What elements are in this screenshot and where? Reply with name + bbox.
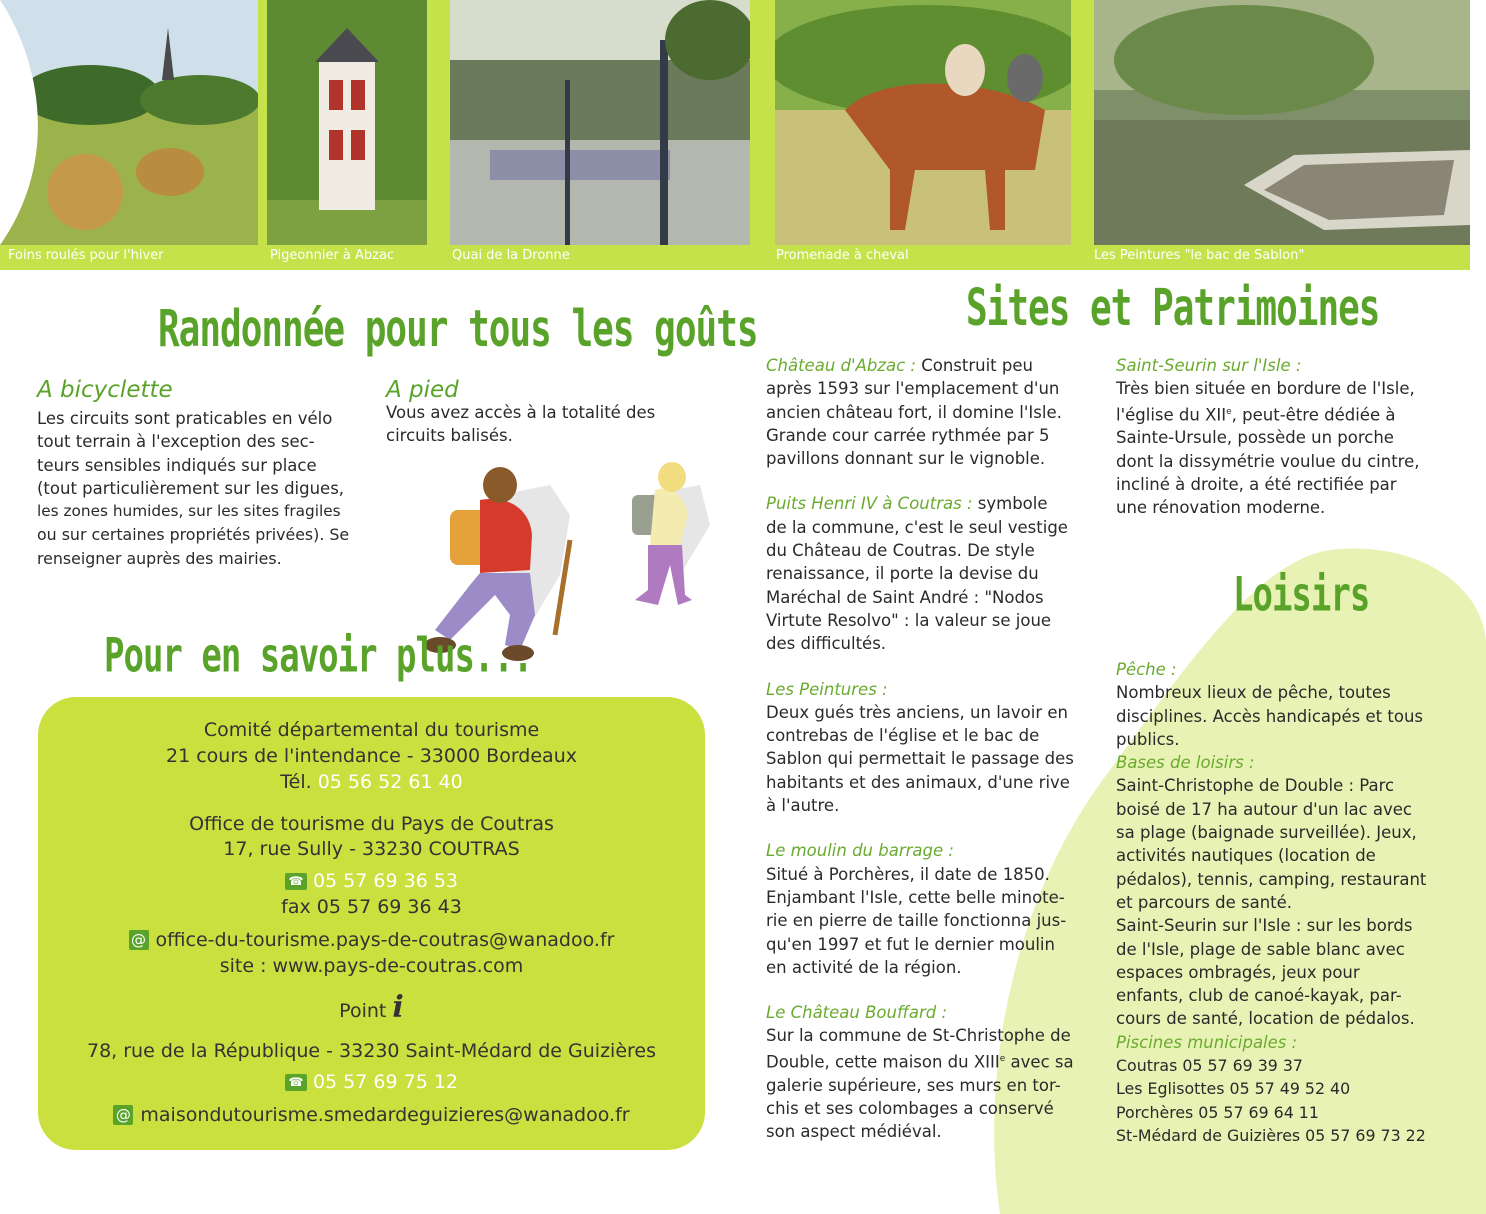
moulin-block [766, 839, 1085, 979]
phone-icon: ☎ [285, 873, 307, 890]
text-line: Double, cette maison du XIII [766, 1052, 1000, 1072]
email-icon: @ [113, 1105, 133, 1125]
text-line: son aspect médiéval. [766, 1122, 942, 1142]
text-line: rie en pierre de taille fonctionna jus- [766, 911, 1067, 931]
superscript: e [999, 1053, 1006, 1064]
seurin-block [1116, 354, 1436, 520]
text-line: les zones humides, sur les sites fragiles [37, 502, 341, 521]
randonnee-title: Randonnée pour tous les goûts [158, 301, 758, 359]
office-phone-line [38, 870, 705, 892]
puits-block [766, 492, 1085, 655]
text-line: une rénovation moderne. [1116, 498, 1326, 518]
text-line: enfants, club de canoé-kayak, par- [1116, 986, 1402, 1006]
peche-heading: Pêche : [1116, 660, 1177, 679]
point-info-line [38, 990, 705, 1025]
text-line: Construit peu [915, 356, 1033, 375]
text-line: St-Médard de Guizières 05 57 69 73 22 [1116, 1125, 1426, 1145]
text-line: sa plage (baignade surveillée). Jeux, [1116, 823, 1417, 843]
office-site[interactable]: site : www.pays-de-coutras.com [219, 955, 524, 977]
text-line: de la commune, c'est le seul vestige [766, 517, 1068, 537]
office-email[interactable]: office-du-tourisme.pays-de-coutras@wanadoo.fr [155, 929, 615, 951]
text-line: renaissance, il porte la devise du [766, 564, 1039, 584]
photo-pigeonnier [267, 0, 427, 245]
text-line: pavillons donnant sur le vignoble. [766, 449, 1046, 469]
text-line: Nombreux lieux de pêche, toutes [1116, 683, 1391, 703]
text-line: Vous avez accès à la totalité des [386, 403, 656, 422]
office-fax: fax 05 57 69 36 43 [281, 896, 462, 918]
text-line: boisé de 17 ha autour d'un lac avec [1116, 799, 1412, 819]
text-line: tout terrain à l'exception des sec- [37, 432, 315, 452]
text-line: disciplines. Accès handicapés et tous [1116, 706, 1423, 726]
text-line: Très bien située en bordure de l'Isle, [1116, 379, 1415, 399]
text-line: habitants et des animaux, d'une rive [766, 772, 1070, 792]
text-line: l'église du XII [1116, 405, 1227, 425]
sites-title: Sites et Patrimoines [966, 280, 1380, 338]
text-line: renseigner auprès des mairies. [37, 548, 282, 568]
text-line: , peut-être dédiée à [1231, 405, 1396, 425]
text-line: Saint-Christophe de Double : Parc [1116, 776, 1395, 796]
bases-heading: Bases de loisirs : [1116, 753, 1255, 773]
text-line: du Château de Coutras. De style [766, 541, 1035, 561]
text-line: Virtute Resolvo" : la valeur se joue [766, 610, 1052, 630]
text-line: Situé à Porchères, il date de 1850. [766, 864, 1050, 884]
text-line: chis et ses colombages a conservé [766, 1098, 1054, 1118]
office-address: 17, rue Sully - 33230 COUTRAS [223, 838, 520, 860]
moulin-heading: Le moulin du barrage : [766, 841, 954, 861]
abzac-heading: Château d'Abzac : [766, 356, 916, 375]
text-line: galerie supérieure, ses murs en tor- [766, 1075, 1061, 1095]
text-line: teurs sensibles indiqués sur place [37, 455, 317, 475]
text-line: Sainte-Ursule, possède un porche [1116, 428, 1394, 448]
peintures-heading: Les Peintures : [766, 679, 888, 699]
text-line: cours de santé, location de pédalos. [1116, 1009, 1415, 1029]
point-phone-line [38, 1071, 705, 1093]
comite-phone[interactable]: 05 56 52 61 40 [317, 771, 463, 793]
photo-bac-sablon [1094, 0, 1470, 245]
loisirs-title: Loisirs [1233, 567, 1370, 623]
text-line: dont la dissymétrie voulue du cintre, [1116, 451, 1420, 471]
seurin-heading: Saint-Seurin sur l'Isle : [1116, 356, 1302, 375]
text-line: Sablon qui permettait le passage des [766, 749, 1074, 769]
text-line: Deux gués très anciens, un lavoir en [766, 702, 1068, 722]
sites-column-1 [766, 354, 1085, 1143]
bouffard-block [766, 1001, 1085, 1143]
comite-address: 21 cours de l'intendance - 33000 Bordeaux [166, 745, 577, 767]
text-line: Grande cour carrée rythmée par 5 [766, 425, 1050, 445]
bicyclette-text [37, 407, 355, 570]
text-line: en activité de la région. [766, 957, 962, 977]
photo-quai-dronne [450, 0, 750, 245]
office-phone[interactable]: 05 57 69 36 53 [312, 870, 459, 892]
text-line: après 1593 sur l'emplacement d'un [766, 379, 1060, 399]
bouffard-heading: Le Château Bouffard : [766, 1003, 948, 1023]
caption-pigeonnier: Pigeonnier à Abzac [270, 248, 395, 263]
photo-strip [0, 0, 1470, 270]
office-name: Office de tourisme du Pays de Coutras [189, 813, 554, 835]
superscript: e [1226, 406, 1232, 417]
text-line: Saint-Seurin sur l'Isle : sur les bords [1116, 916, 1413, 936]
bicyclette-heading: A bicyclette [37, 377, 173, 403]
point-label: Point [339, 1000, 387, 1022]
photo-hay-bales [0, 0, 258, 245]
caption-foins: Foins roulés pour l'hiver [8, 248, 164, 263]
pied-heading: A pied [386, 377, 459, 403]
office-email-line [38, 929, 705, 951]
text-line: Maréchal de Saint André : "Nodos [766, 587, 1044, 607]
text-line: à l'autre. [766, 796, 840, 816]
text-line: Enjambant l'Isle, cette belle minote- [766, 887, 1065, 907]
point-email-line [38, 1104, 705, 1126]
caption-cheval: Promenade à cheval [776, 248, 909, 263]
text-line: publics. [1116, 729, 1180, 749]
peintures-block [766, 678, 1085, 818]
comite-tel-line [38, 771, 705, 793]
text-line: des difficultés. [766, 634, 887, 654]
text-line: Coutras 05 57 69 39 37 [1116, 1056, 1303, 1076]
abzac-block [766, 354, 1085, 470]
comite-tel-label: Tél. [280, 771, 312, 793]
phone-icon: ☎ [285, 1074, 307, 1091]
email-icon: @ [129, 930, 149, 950]
text-line: contrebas de l'église et le bac de [766, 726, 1040, 746]
text-line: Sur la commune de St-Christophe de [766, 1026, 1071, 1046]
text-line: ancien château fort, il domine l'Isle. [766, 402, 1062, 422]
text-line: Porchères 05 57 69 64 11 [1116, 1102, 1319, 1122]
text-line: espaces ombragés, jeux pour [1116, 962, 1360, 982]
contact-box [38, 697, 705, 1150]
text-line: circuits balisés. [386, 426, 513, 446]
info-i-icon: i [392, 990, 404, 1025]
pied-text [386, 401, 706, 448]
point-phone[interactable]: 05 57 69 75 12 [312, 1071, 459, 1093]
text-line: qu'en 1997 et fut le dernier moulin [766, 934, 1055, 954]
text-line: avec sa [1005, 1052, 1074, 1072]
text-line: pédalos), tennis, camping, restaurant [1116, 869, 1427, 889]
savoir-title: Pour en savoir plus... [104, 628, 533, 684]
text-line: incliné à droite, a été rectifiée par [1116, 474, 1397, 494]
text-line: activités nautiques (location de [1116, 846, 1376, 866]
text-line: symbole [972, 494, 1048, 514]
caption-sablon: Les Peintures "le bac de Sablon" [1094, 248, 1305, 263]
text-line: de l'Isle, plage de sable blanc avec [1116, 939, 1405, 959]
text-line: Les circuits sont praticables en vélo [37, 409, 333, 428]
point-email[interactable]: maisondutourisme.smedardeguizieres@wanadoo.fr [140, 1104, 630, 1126]
text-line: Les Eglisottes 05 57 49 52 40 [1116, 1079, 1351, 1099]
comite-name: Comité départemental du tourisme [203, 719, 540, 741]
piscines-heading: Piscines municipales : [1116, 1032, 1298, 1052]
point-address: 78, rue de la République - 33230 Saint-Médard de Guizières [86, 1040, 656, 1062]
text-line: ou sur certaines propriétés privées). Se [37, 525, 350, 545]
puits-heading: Puits Henri IV à Coutras : [766, 494, 973, 514]
text-line: (tout particulièrement sur les digues, [37, 478, 345, 498]
photo-promenade-cheval [775, 0, 1071, 245]
caption-quai: Quai de la Dronne [452, 248, 570, 263]
loisirs-text [1116, 658, 1436, 1147]
text-line: et parcours de santé. [1116, 892, 1293, 912]
